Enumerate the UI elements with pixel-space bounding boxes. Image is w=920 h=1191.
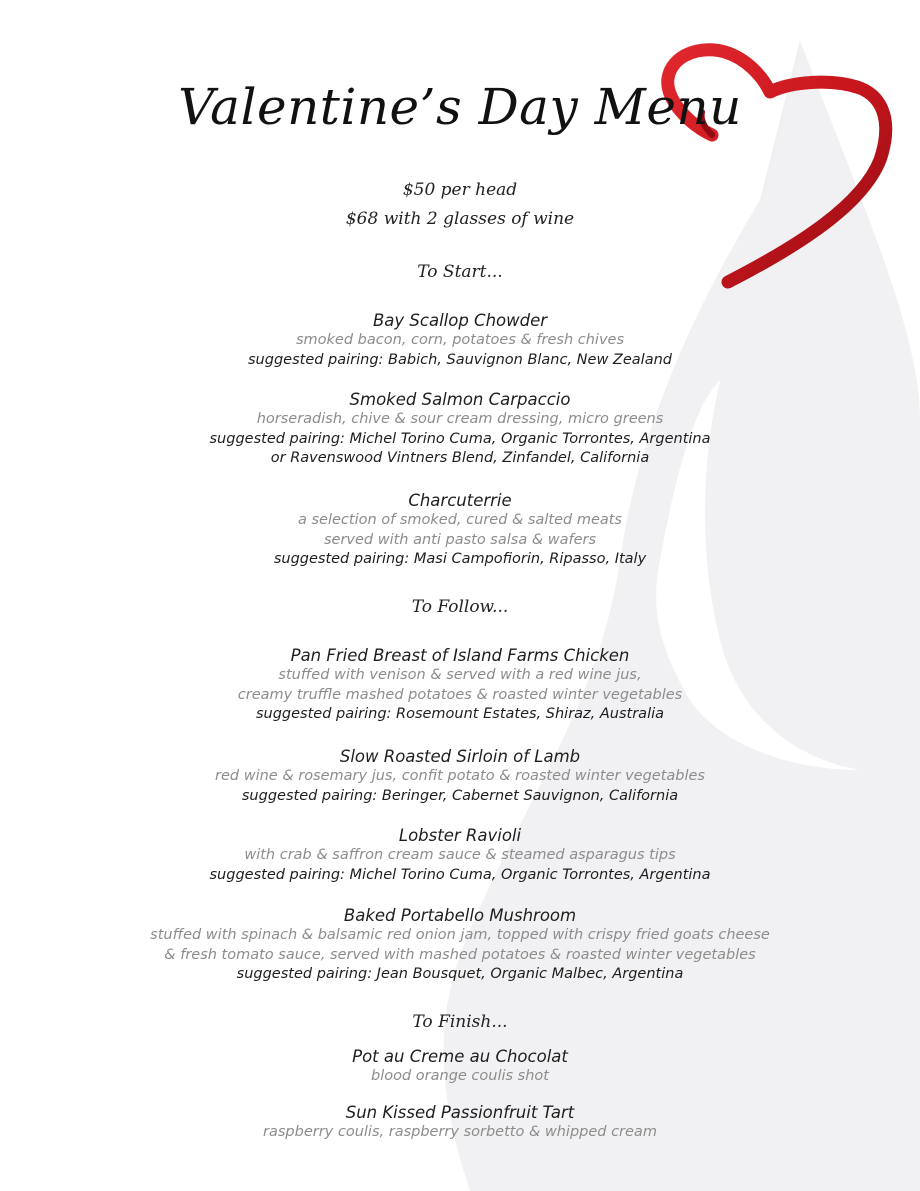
section-title-follow: To Follow...: [411, 597, 509, 617]
dish-description: stuffed with spinach & balsamic red onion jam, topped with crispy fried goats cheese: [150, 927, 770, 943]
dish-name: Sun Kissed Passionfruit Tart: [345, 1103, 575, 1122]
wine-pairing: suggested pairing: Michel Torino Cuma, Organic Torrontes, Argentina: [209, 430, 711, 447]
price-with-wine: $68 with 2 glasses of wine: [345, 209, 575, 229]
wine-pairing-alternative: or Ravenswood Vintners Blend, Zinfandel, California: [270, 450, 650, 466]
wine-pairing: suggested pairing: Beringer, Cabernet Sauvignon, California: [241, 787, 679, 804]
dish-pan-fried-chicken: [0, 646, 920, 725]
wine-pairing: suggested pairing: Masi Campofiorin, Ripasso, Italy: [273, 551, 647, 567]
dish-name: Pan Fried Breast of Island Farms Chicken: [290, 646, 630, 665]
price-per-head: $50 per head: [402, 180, 518, 200]
dish-description-line-2: creamy truffle mashed potatoes & roasted winter vegetables: [237, 686, 683, 703]
dish-description-line-2: served with anti pasto salsa & wafers: [323, 531, 597, 548]
dish-name: Bay Scallop Chowder: [372, 311, 548, 330]
dish-sirloin-of-lamb: [0, 747, 920, 806]
dish-passionfruit-tart: [0, 1103, 920, 1143]
dish-description: a selection of smoked, cured & salted meats: [298, 512, 622, 528]
dish-lobster-ravioli: [0, 826, 920, 885]
section-title-start: To Start...: [417, 262, 503, 282]
dish-charcuterrie: [0, 491, 920, 570]
wine-pairing: suggested pairing: Michel Torino Cuma, Organic Torrontes, Argentina: [209, 866, 711, 883]
dish-description: stuffed with venison & served with a red wine jus,: [278, 667, 642, 683]
dish-description: red wine & rosemary jus, confit potato & roasted winter vegetables: [215, 768, 705, 784]
dish-name: Pot au Creme au Chocolat: [352, 1047, 568, 1066]
dish-description: smoked bacon, corn, potatoes & fresh chives: [295, 332, 625, 348]
dish-portabello-mushroom: [0, 906, 920, 985]
menu-title: Valentine’s Day Menu: [178, 78, 742, 136]
wine-pairing: suggested pairing: Jean Bousquet, Organic Malbec, Argentina: [236, 966, 684, 982]
section-title-finish: To Finish...: [412, 1012, 508, 1032]
dish-description: blood orange coulis shot: [371, 1068, 549, 1084]
dish-bay-scallop-chowder: [0, 311, 920, 370]
dish-name: Slow Roasted Sirloin of Lamb: [339, 747, 581, 766]
wine-pairing: suggested pairing: Babich, Sauvignon Blanc, New Zealand: [248, 351, 672, 368]
dish-description: raspberry coulis, raspberry sorbetto & whipped cream: [263, 1124, 657, 1140]
dish-name: Lobster Ravioli: [398, 826, 522, 845]
wine-pairing: suggested pairing: Rosemount Estates, Shiraz, Australia: [255, 706, 665, 722]
dish-description-line-2: & fresh tomato sauce, served with mashed potatoes & roasted winter vegetables: [164, 946, 756, 963]
dish-description: with crab & saffron cream sauce & steamed asparagus tips: [244, 847, 676, 863]
dish-smoked-salmon-carpaccio: [0, 390, 920, 469]
dish-description: horseradish, chive & sour cream dressing, micro greens: [256, 411, 664, 427]
dish-name: Charcuterrie: [408, 491, 512, 510]
dish-name: Baked Portabello Mushroom: [343, 906, 577, 925]
dish-name: Smoked Salmon Carpaccio: [349, 390, 571, 409]
dish-pot-au-creme: [0, 1047, 920, 1087]
